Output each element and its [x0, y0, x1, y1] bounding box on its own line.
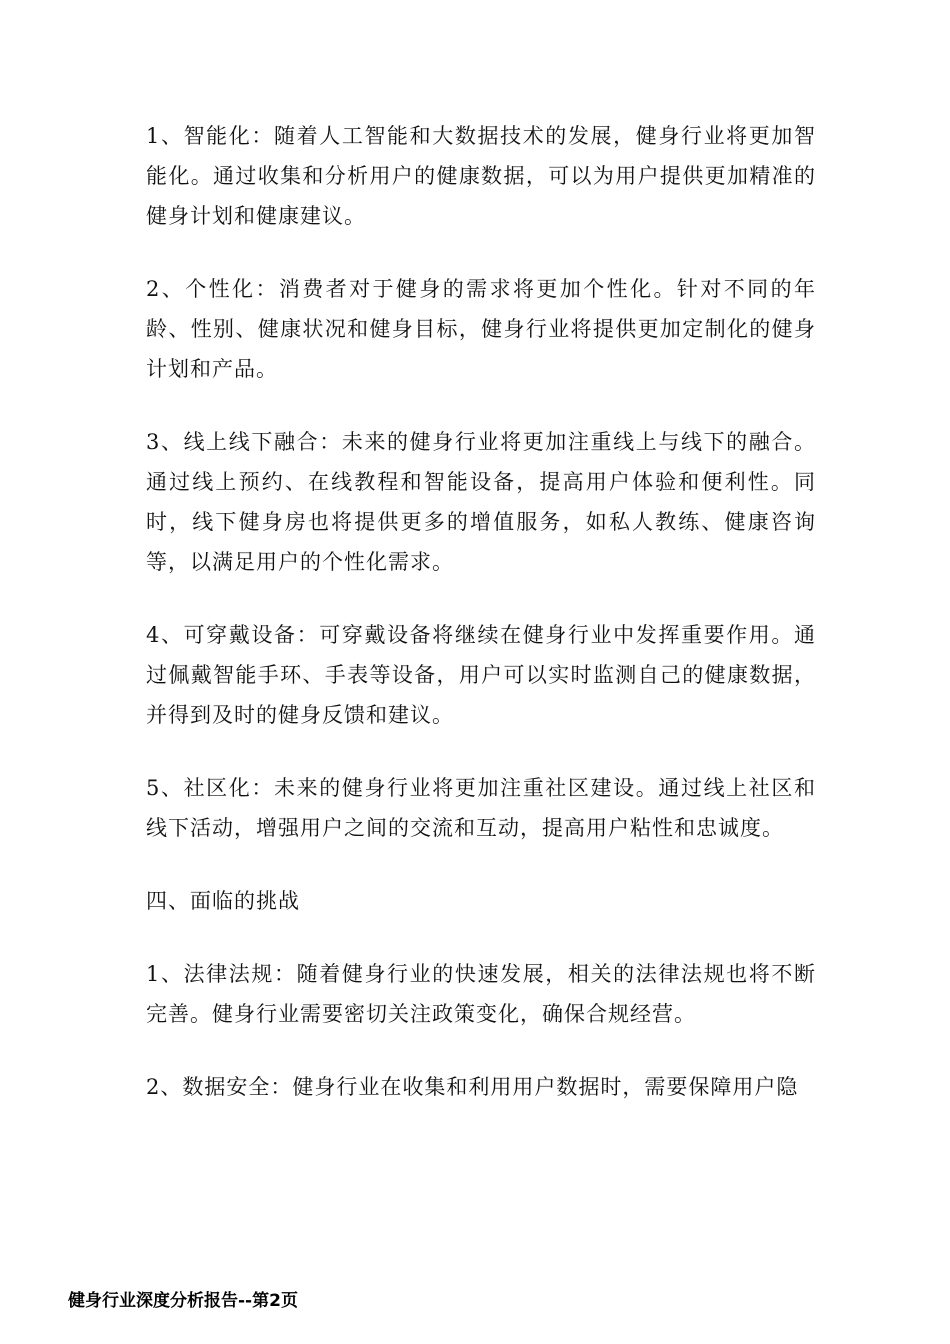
document-body	[146, 116, 816, 1140]
paragraph-online-offline: 3、线上线下融合：未来的健身行业将更加注重线上与线下的融合。通过线上预约、在线教程和智能设备，提高用户体验和便利性。同时，线下健身房也将提供更多的增值服务，如私人教练、健康咨询等，以满足用户的个性化需求。	[146, 430, 816, 574]
section-heading-challenges: 四、面临的挑战	[146, 889, 300, 913]
paragraph-regulations: 1、法律法规：随着健身行业的快速发展，相关的法律法规也将不断完善。健身行业需要密切关注政策变化，确保合规经营。	[146, 962, 816, 1026]
paragraph-data-security: 2、数据安全：健身行业在收集和利用用户数据时，需要保障用户隐	[146, 1075, 799, 1099]
paragraph-intelligent: 1、智能化：随着人工智能和大数据技术的发展，健身行业将更加智能化。通过收集和分析用户的健康数据，可以为用户提供更加精准的健身计划和健康建议。	[146, 124, 816, 228]
page-footer: 健身行业深度分析报告--第2页	[68, 1291, 298, 1311]
paragraph-wearables: 4、可穿戴设备：可穿戴设备将继续在健身行业中发挥重要作用。通过佩戴智能手环、手表等设备，用户可以实时监测自己的健康数据，并得到及时的健身反馈和建议。	[146, 623, 816, 727]
paragraph-personalized: 2、个性化：消费者对于健身的需求将更加个性化。针对不同的年龄、性别、健康状况和健身目标，健身行业将提供更加定制化的健身计划和产品。	[146, 277, 816, 381]
paragraph-community: 5、社区化：未来的健身行业将更加注重社区建设。通过线上社区和线下活动，增强用户之间的交流和互动，提高用户粘性和忠诚度。	[146, 776, 816, 840]
